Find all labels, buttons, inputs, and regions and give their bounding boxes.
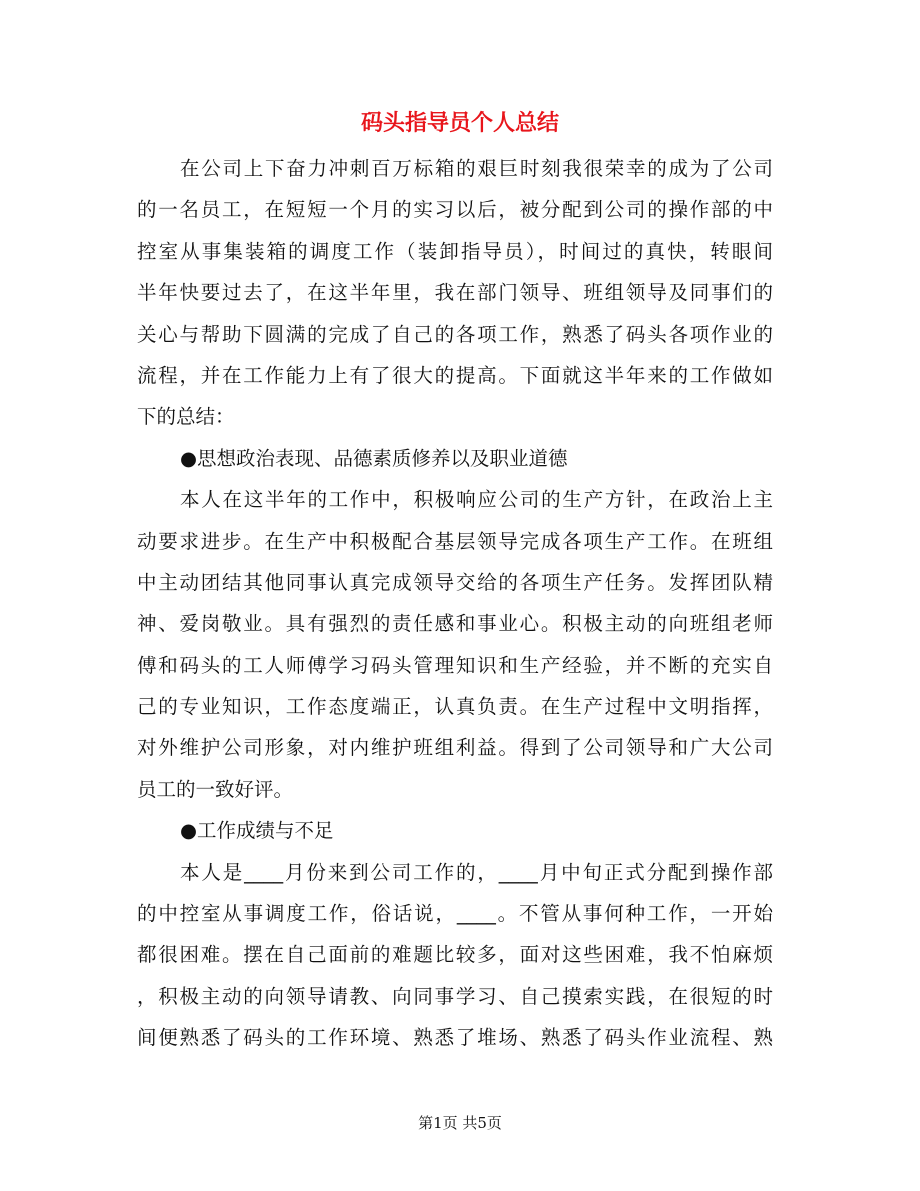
body-line: 己的专业知识，工作态度端正，认真负责。在生产过程中文明指挥，: [137, 695, 773, 719]
body-line: ●工作成绩与不足: [180, 819, 334, 843]
page-footer: 第1页 共5页: [418, 1114, 502, 1132]
body-line: 中主动团结其他同事认真完成领导交给的各项生产任务。发挥团队精: [137, 570, 773, 594]
body-line: 傅和码头的工人师傅学习码头管理知识和生产经验，并不断的充实自: [137, 653, 773, 677]
document-title: 码头指导员个人总结: [360, 110, 559, 136]
body-line: 都很困难。摆在自己面前的难题比较多，面对这些困难，我不怕麻烦: [137, 943, 773, 967]
body-line: 本人在这半年的工作中，积极响应公司的生产方针，在政治上主: [180, 488, 773, 512]
body-line: ●思想政治表现、品德素质修养以及职业道德: [180, 446, 568, 470]
body-line: 关心与帮助下圆满的完成了自己的各项工作，熟悉了码头各项作业的: [137, 322, 773, 346]
body-line: 半年快要过去了，在这半年里，我在部门领导、班组领导及同事们的: [137, 281, 773, 305]
body-line: ，积极主动的向领导请教、向同事学习、自己摸索实践，在很短的时: [137, 984, 773, 1008]
body-line: 下的总结：: [137, 405, 235, 429]
body-line: 对外维护公司形象，对内维护班组利益。得到了公司领导和广大公司: [137, 736, 773, 760]
body-line: 流程，并在工作能力上有了很大的提高。下面就这半年来的工作做如: [137, 363, 773, 387]
body-line: 控室从事集装箱的调度工作（装卸指导员），时间过的真快，转眼间: [137, 239, 773, 263]
body-line: 员工的一致好评。: [137, 777, 294, 801]
body-line: 本人是____月份来到公司工作的，____月中旬正式分配到操作部: [180, 860, 773, 884]
document-body: [137, 148, 773, 1059]
body-line: 动要求进步。在生产中积极配合基层领导完成各项生产工作。在班组: [137, 529, 773, 553]
body-line: 的一名员工，在短短一个月的实习以后，被分配到公司的操作部的中: [137, 198, 773, 222]
body-line: 神、爱岗敬业。具有强烈的责任感和事业心。积极主动的向班组老师: [137, 612, 773, 636]
body-line: 在公司上下奋力冲刺百万标箱的艰巨时刻我很荣幸的成为了公司: [180, 157, 773, 180]
body-line: 的中控室从事调度工作，俗话说，____。不管从事何种工作，一开始: [137, 902, 773, 926]
body-line: 间便熟悉了码头的工作环境、熟悉了堆场、熟悉了码头作业流程、熟: [137, 1026, 773, 1050]
